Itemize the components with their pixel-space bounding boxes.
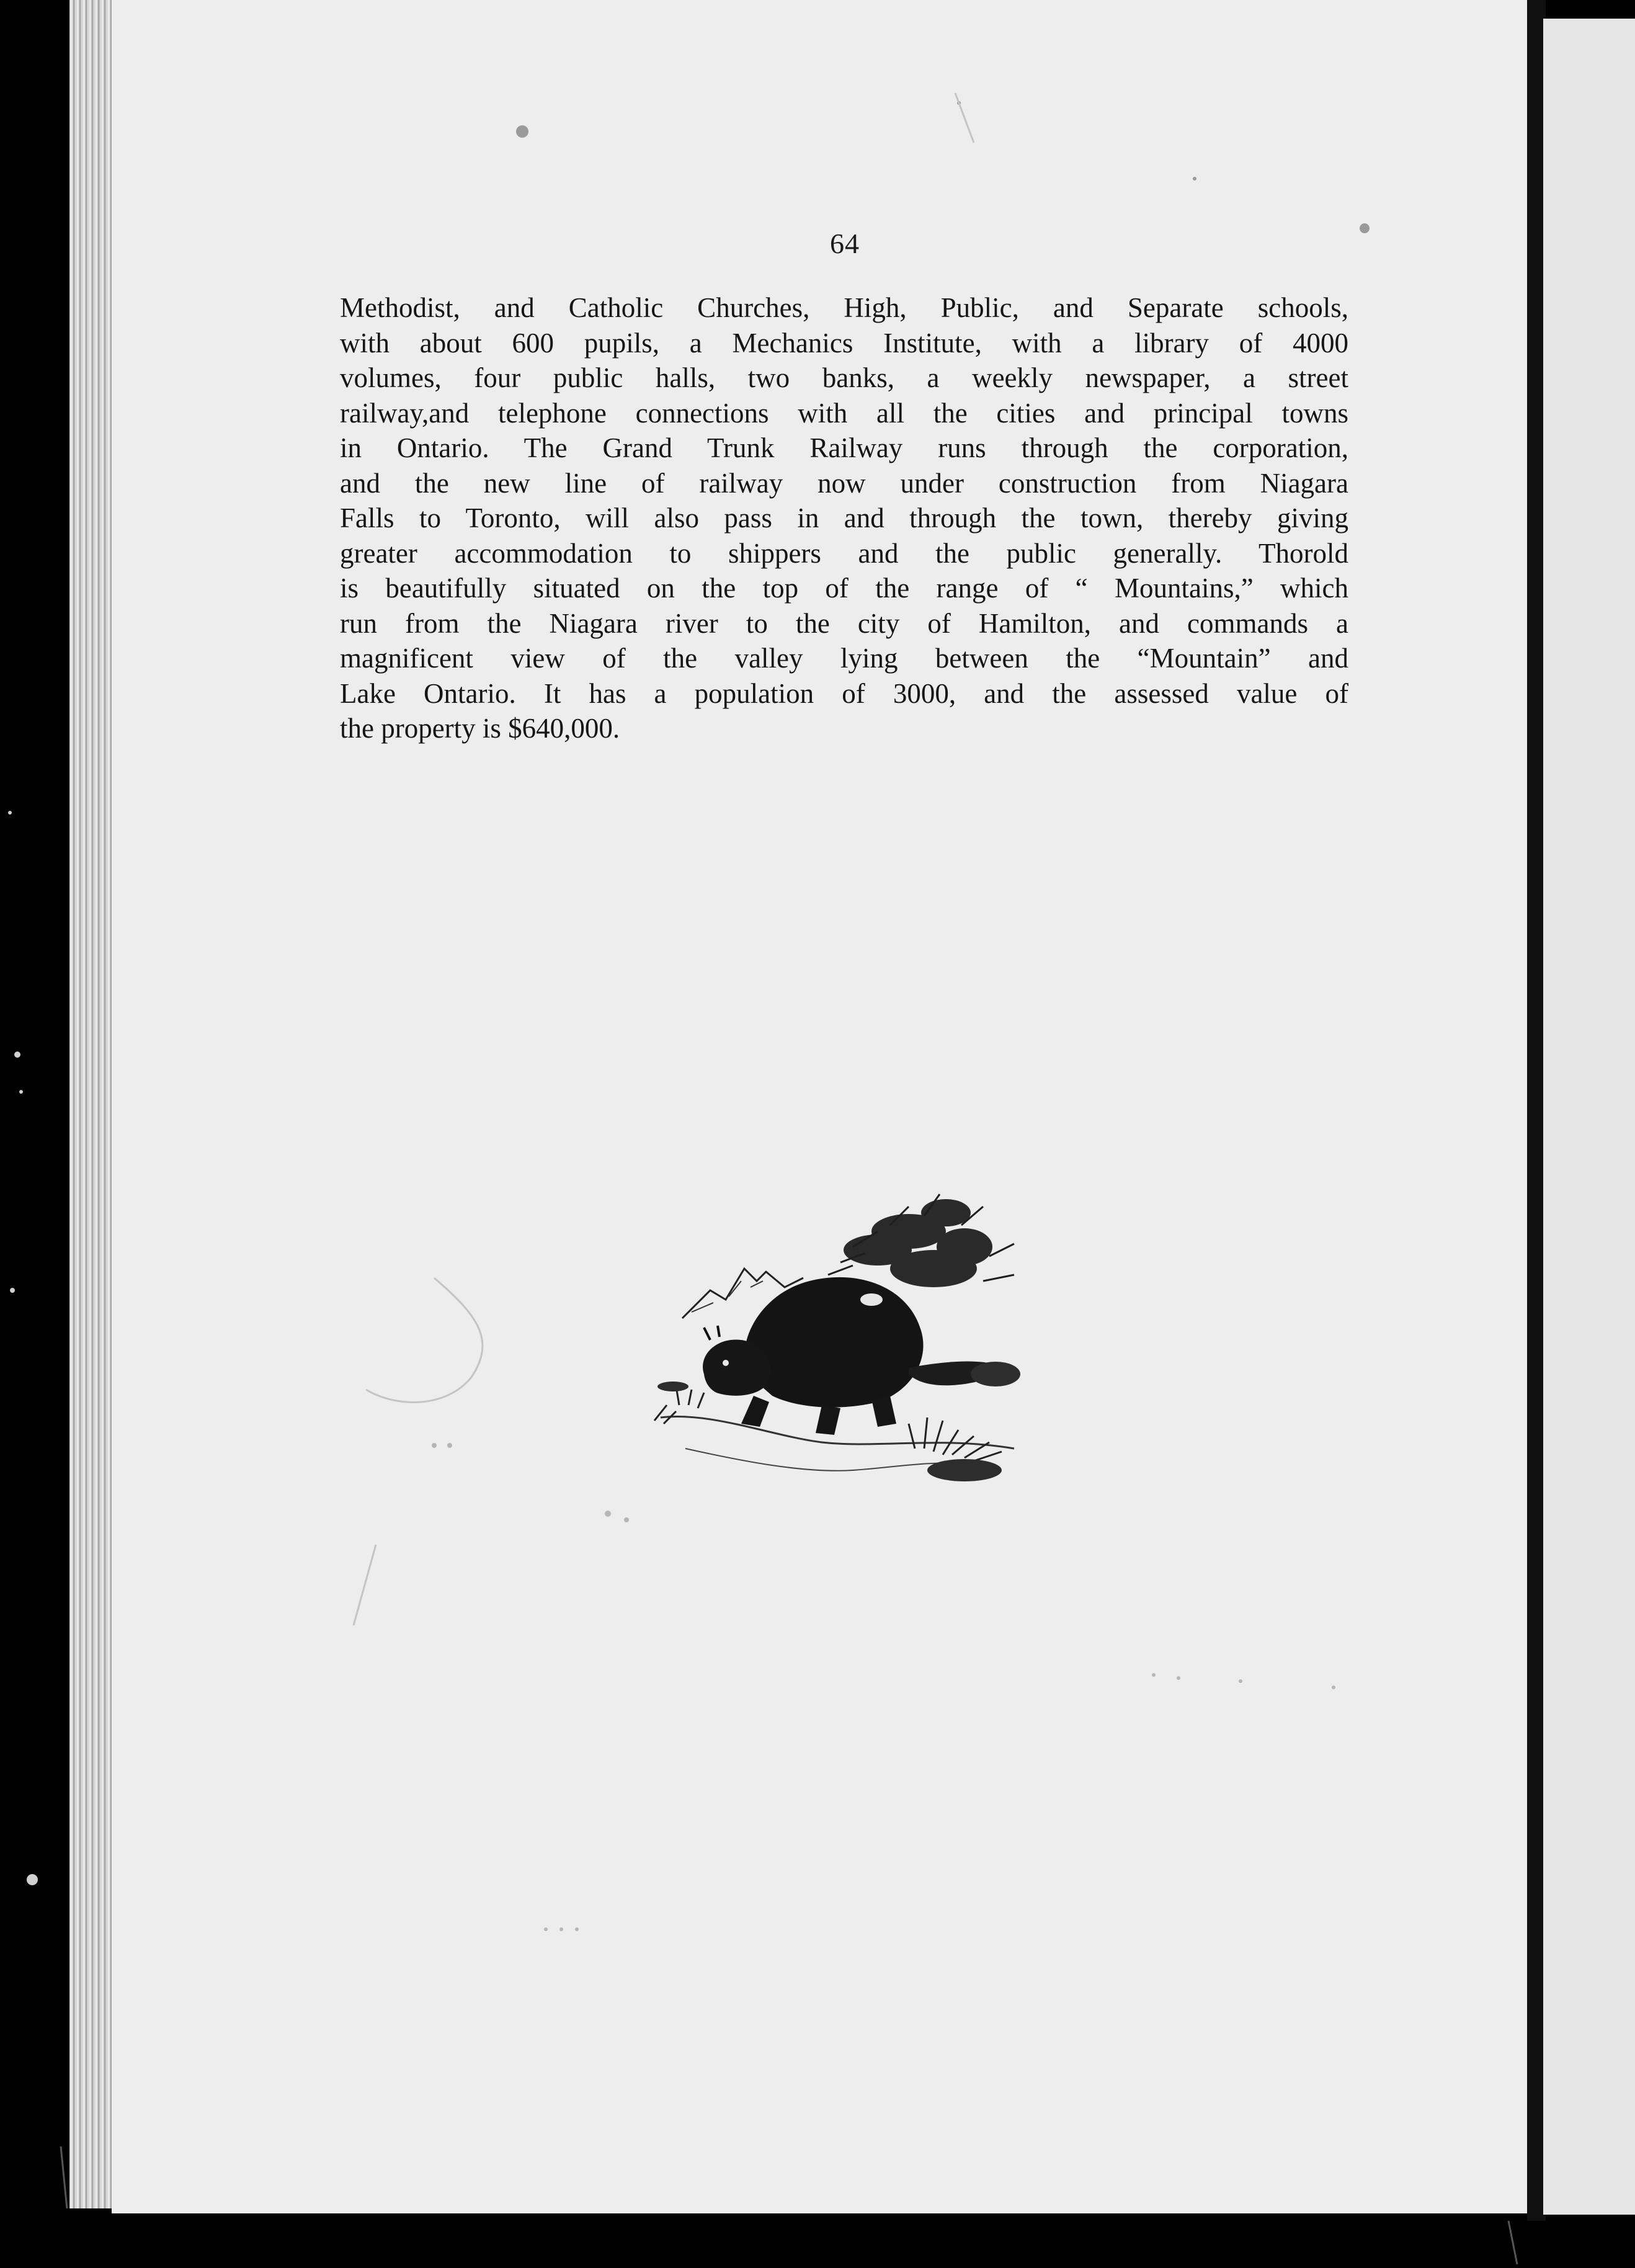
page-number: 64: [830, 228, 860, 259]
text-line: greater accommodation to shippers and the public generally. Thorold: [340, 537, 1348, 569]
text-line: and the new line of railway now under construction from Niagara: [340, 467, 1348, 499]
text-line: with about 600 pupils, a Mechanics Institute, with a library of 4000: [340, 327, 1348, 359]
text-line: is beautifully situated on the top of the range of “ Mountains,” which: [340, 573, 1348, 604]
text-line: Falls to Toronto, will also pass in and through the town, thereby giving: [340, 502, 1348, 534]
text-line: the property is $640,000.: [340, 713, 620, 744]
text-line: Methodist, and Catholic Churches, High, Public, and Separate schools,: [340, 292, 1348, 323]
text-line: in Ontario. The Grand Trunk Railway runs through the corporation,: [340, 432, 1348, 463]
facing-page-edge: [1543, 19, 1635, 2215]
text-line: run from the Niagara river to the city of Hamilton, and commands a: [340, 607, 1348, 639]
beaver-engraving: [617, 1188, 1039, 1492]
text-line: volumes, four public halls, two banks, a weekly newspaper, a street: [340, 362, 1348, 393]
text-line: Lake Ontario. It has a population of 3000, and the assessed value of: [340, 677, 1348, 709]
text-line: railway,and telephone connections with all the cities and principal towns: [340, 397, 1348, 429]
body-paragraph: [340, 290, 1348, 746]
text-line: magnificent view of the valley lying between the “Mountain” and: [340, 643, 1348, 674]
